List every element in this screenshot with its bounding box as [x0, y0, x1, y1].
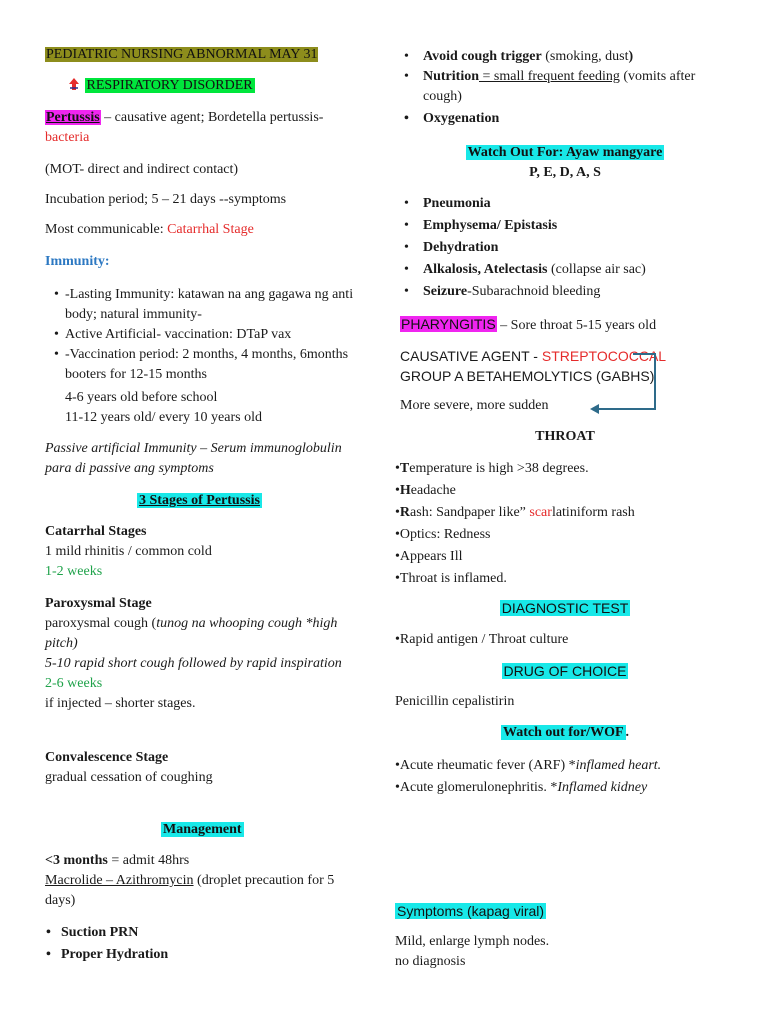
list-item: • Pneumonia [399, 194, 729, 214]
list-item: • Active Artificial- vaccination: DTaP vax [49, 325, 365, 345]
list-item: • -Lasting Immunity: katawan na ang gagawa ng anti body; natural immunity- [49, 285, 365, 325]
section-heading: RESPIRATORY DISORDER [67, 76, 255, 96]
paroxysmal-stage [45, 594, 363, 714]
catarrhal-duration: 1-2 weeks [45, 564, 103, 579]
stages-heading: 3 Stages of Pertussis [139, 493, 260, 508]
list-item: • Avoid cough trigger (smoking, dust) [399, 47, 729, 67]
convalescence-desc: gradual cessation of coughing [45, 770, 213, 785]
list-item: • Appears Ill [395, 546, 635, 568]
paroxysmal-title: Paroxysmal Stage [45, 596, 152, 611]
list-item: • Emphysema/ Epistasis [399, 216, 729, 236]
list-item: • Nutrition = small frequent feeding (vomits after cough) [399, 67, 729, 107]
list-item: • Proper Hydration [41, 945, 168, 965]
doc-title: PEDIATRIC NURSING ABNORMAL MAY 31 [46, 47, 318, 62]
diagnostic-item: • Rapid antigen / Throat culture [395, 630, 568, 650]
connector-arrow-icon [585, 350, 669, 416]
arrow-bullet-icon [67, 77, 81, 91]
severity-note: More severe, more sudden [400, 398, 549, 413]
list-item: • Temperature is high >38 degrees. [395, 458, 635, 480]
list-item: • Alkalosis, Atelectasis (collapse air sac) [399, 260, 729, 280]
list-item: • Optics: Redness [395, 524, 635, 546]
most-communicable-line: Most communicable: Catarrhal Stage [45, 222, 254, 237]
throat-heading: THROAT [535, 429, 595, 444]
watch-subheading: P, E, D, A, S [529, 165, 601, 180]
passive-immunity: Passive artificial Immunity – Serum immunoglobulin para di passive ang symptoms [45, 441, 342, 476]
catarrhal-title: Catarrhal Stages [45, 524, 147, 539]
vaccination-line-2: 4-6 years old before school [65, 390, 218, 405]
wof-heading: Watch out for/WOF . [502, 725, 630, 740]
vaccination-line-3: 11-12 years old/ every 10 years old [65, 410, 262, 425]
paroxysmal-note: if injected – shorter stages. [45, 696, 196, 711]
watch-list [399, 194, 729, 302]
catarrhal-stage [45, 522, 212, 582]
drug-value: Penicillin cepalistirin [395, 694, 515, 709]
pertussis-care-list [399, 47, 729, 129]
paroxysmal-desc: paroxysmal cough (tunog na whooping cough *high pitch) [45, 616, 338, 651]
incubation-line: Incubation period; 5 – 21 days --symptoms [45, 192, 287, 207]
list-item: • Throat is inflamed. [395, 568, 635, 590]
pertussis-definition: Pertussis – causative agent; Bordetella pertussis- bacteria [45, 110, 324, 145]
wof-list [395, 755, 661, 799]
diagnostic-heading: DIAGNOSTIC TEST [501, 600, 629, 616]
paroxysmal-duration: 2-6 weeks [45, 676, 103, 691]
symptoms-heading: Symptoms (kapag viral) [397, 903, 545, 919]
pharyngitis-definition: PHARYNGITIS – Sore throat 5-15 years old [401, 316, 657, 333]
causative-agent: CAUSATIVE AGENT - STREPTOCOCCAL GROUP A BETAHEMOLYTICS (GABHS) [400, 348, 667, 384]
list-item: • Oxygenation [399, 109, 729, 129]
throat-list [395, 458, 635, 590]
management-heading: Management [163, 822, 242, 837]
symptoms-details: Mild, enlarge lymph nodes. no diagnosis [395, 934, 550, 969]
list-item: • Headache [395, 480, 635, 502]
management-list [41, 923, 168, 965]
watch-heading: Watch Out For: Ayaw mangyare [467, 145, 663, 160]
mot-line: (MOT- direct and indirect contact) [45, 162, 239, 177]
list-item: • Acute rheumatic fever (ARF) *inflamed heart. [395, 755, 661, 777]
list-item: • -Vaccination period: 2 months, 4 months, 6months booters for 12-15 months [49, 345, 365, 385]
list-item: • Rash: Sandpaper like” scarlatiniform rash [395, 502, 635, 524]
catarrhal-desc: 1 mild rhinitis / common cold [45, 544, 212, 559]
convalescence-stage [45, 748, 213, 788]
paroxysmal-desc2: 5-10 rapid short cough followed by rapid inspiration [45, 656, 342, 671]
list-item: • Suction PRN [41, 923, 168, 943]
drug-heading: DRUG OF CHOICE [503, 663, 627, 679]
list-item: • Dehydration [399, 238, 729, 258]
immunity-heading: Immunity: [45, 254, 110, 269]
list-item: • Acute glomerulonephritis. *Inflamed kidney [395, 777, 661, 799]
immunity-list [49, 285, 365, 385]
list-item: • Seizure-Subarachnoid bleeding [399, 282, 729, 302]
convalescence-title: Convalescence Stage [45, 750, 169, 765]
management-details: <3 months = admit 48hrs Macrolide – Azithromycin (droplet precaution for 5 days) [45, 853, 335, 908]
